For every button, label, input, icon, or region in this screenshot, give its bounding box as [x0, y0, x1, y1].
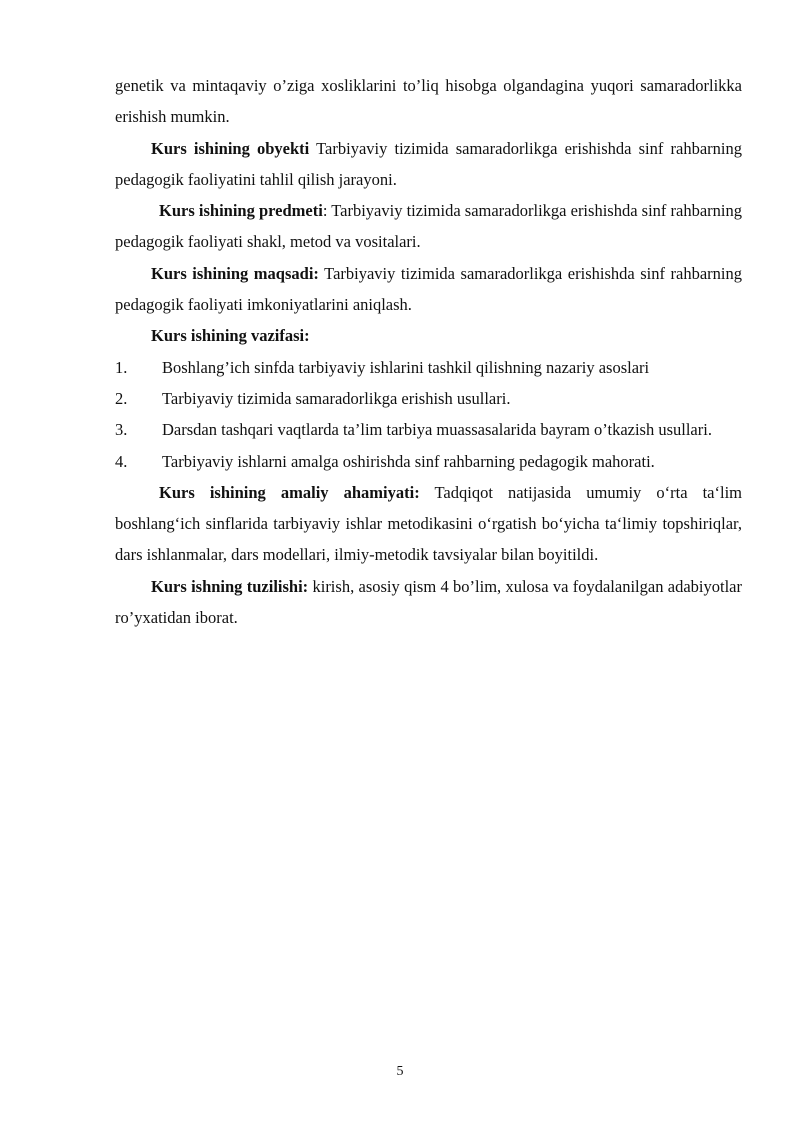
task-number: 3.	[115, 420, 128, 440]
task-item-3	[115, 414, 742, 445]
vazifasi-label: Kurs ishining vazifasi:	[151, 326, 310, 346]
amaliy-label: Kurs ishining amaliy ahamiyati:	[159, 482, 420, 502]
task-text: Darsdan tashqari vaqtlarda ta’lim tarbiya muassasalarida bayram o’tkazish usullari.	[162, 420, 712, 440]
amaliy-text: Tadqiqot natijasida umumiy o‘rta ta‘lim boshlang‘ich sinflarida tarbiyaviy ishlar metodikasini o‘rgatish bo‘yicha ta‘limiy topshiriqlar, dars ishlanmalar, dars modellari, ilmiy-metodik tavsiyalar bilan boyitildi.	[115, 482, 743, 565]
tuzilishi-text: kirish, asosiy qism 4 bo’lim, xulosa va foydalanilgan adabiyotlar ro’yxatidan iborat.	[115, 576, 742, 628]
paragraph-maqsadi	[115, 258, 742, 321]
task-text: Tarbiyaviy tizimida samaradorlikga erishish usullari.	[162, 388, 511, 408]
obyekt-label: Kurs ishining obyekti	[151, 138, 310, 158]
tuzilishi-label: Kurs ishning tuzilishi:	[151, 576, 309, 596]
paragraph-intro: genetik va mintaqaviy o’ziga xosliklarini to’liq hisobga olgandagina yuqori samaradorlikka erishish mumkin.	[115, 76, 742, 127]
task-number: 1.	[115, 357, 128, 377]
task-item-1	[115, 352, 742, 383]
paragraph-obyekt	[115, 133, 742, 196]
paragraph-tuzilishi	[115, 571, 742, 634]
paragraph-vazifasi	[115, 320, 742, 351]
maqsadi-label: Kurs ishining maqsadi:	[151, 263, 319, 283]
task-text: Tarbiyaviy ishlarni amalga oshirishda sinf rahbarning pedagogik mahorati.	[162, 451, 655, 471]
task-number: 4.	[115, 451, 128, 471]
task-item-2	[115, 383, 742, 414]
page-number: 5	[396, 1064, 404, 1079]
predmeti-label: Kurs ishining predmeti	[159, 201, 323, 221]
paragraph-predmeti	[115, 195, 742, 258]
body-text	[115, 70, 742, 633]
task-item-4	[115, 446, 742, 477]
paragraph-amaliy	[115, 477, 742, 571]
task-number: 2.	[115, 388, 128, 408]
obyekt-text: Tarbiyaviy tizimida samaradorlikga erishishda sinf rahbarning pedagogik faoliyatini tahlil qilish jarayoni.	[115, 138, 742, 189]
maqsadi-text: Tarbiyaviy tizimida samaradorlikga erishishda sinf rahbarning pedagogik faoliyati imkoniyatlarini aniqlash.	[115, 263, 743, 315]
predmeti-text: : Tarbiyaviy tizimida samaradorlikga erishishda sinf rahbarning pedagogik faoliyati shakl, metod va vositalari.	[115, 201, 742, 252]
task-text: Boshlang’ich sinfda tarbiyaviy ishlarini tashkil qilishning nazariy asoslari	[162, 357, 650, 377]
